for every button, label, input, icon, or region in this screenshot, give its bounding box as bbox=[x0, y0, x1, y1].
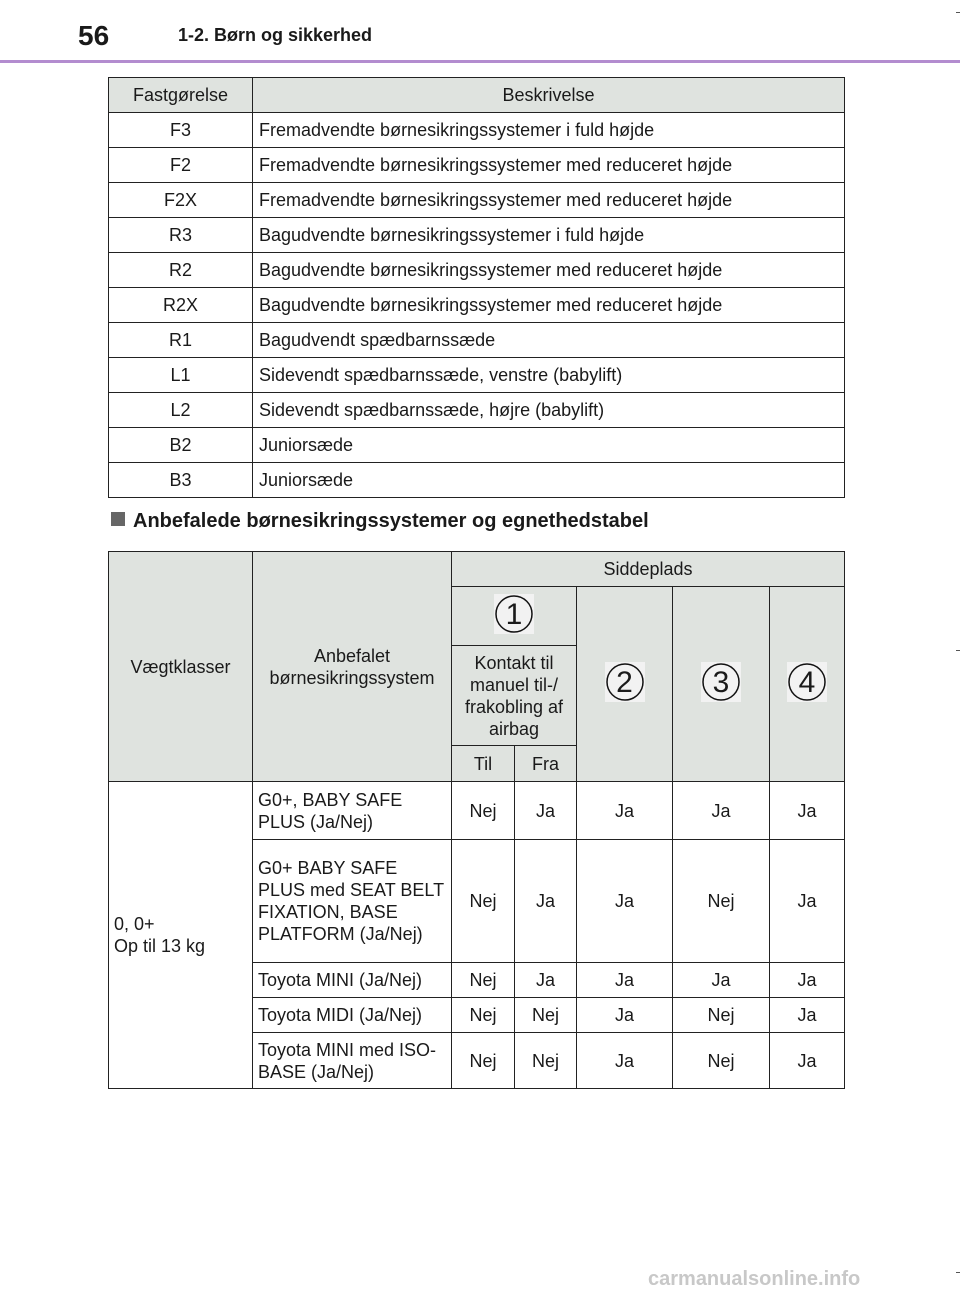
fixture-code: B3 bbox=[109, 463, 253, 498]
table-row bbox=[109, 183, 845, 218]
fixture-description: Juniorsæde bbox=[253, 428, 845, 463]
fixture-description: Juniorsæde bbox=[253, 463, 845, 498]
seat-4-value: Ja bbox=[770, 840, 845, 963]
seat-2-value: Ja bbox=[577, 840, 673, 963]
seat-4-value: Ja bbox=[770, 998, 845, 1033]
column-header-beskrivelse: Beskrivelse bbox=[253, 78, 845, 113]
fixture-description: Sidevendt spædbarnssæde, højre (babylift) bbox=[253, 393, 845, 428]
seat-4-value: Ja bbox=[770, 1033, 845, 1089]
seat-4-value: Ja bbox=[770, 782, 845, 840]
til-value: Nej bbox=[452, 840, 515, 963]
seat-2-icon: 2 bbox=[605, 662, 645, 702]
system-name: Toyota MINI (Ja/Nej) bbox=[253, 963, 452, 998]
seat-2-value: Ja bbox=[577, 1033, 673, 1089]
seat-4-icon: 4 bbox=[787, 662, 827, 702]
til-value: Nej bbox=[452, 998, 515, 1033]
fastgorelse-table bbox=[108, 77, 845, 498]
fixture-description: Fremadvendte børnesikringssystemer i fuld højde bbox=[253, 113, 845, 148]
seat-3-value: Nej bbox=[673, 840, 770, 963]
table-row bbox=[109, 253, 845, 288]
table-row bbox=[109, 148, 845, 183]
section-heading bbox=[111, 510, 649, 533]
fixture-description: Bagudvendt spædbarnssæde bbox=[253, 323, 845, 358]
fixture-code: F3 bbox=[109, 113, 253, 148]
seat-4-value: Ja bbox=[770, 963, 845, 998]
seat-3-value: Ja bbox=[673, 963, 770, 998]
page-number: 56 bbox=[78, 20, 110, 51]
weight-class-group: 0, 0+ bbox=[114, 914, 155, 934]
fixture-code: R1 bbox=[109, 323, 253, 358]
table-row bbox=[109, 782, 845, 840]
system-name: G0+ BABY SAFE PLUS med SEAT BELT FIXATION, BASE PLATFORM (Ja/Nej) bbox=[253, 840, 452, 963]
fixture-code: R3 bbox=[109, 218, 253, 253]
fixture-code: F2 bbox=[109, 148, 253, 183]
seat-3-value: Ja bbox=[673, 782, 770, 840]
column-header-fra: Fra bbox=[515, 746, 577, 782]
seat-2-value: Ja bbox=[577, 782, 673, 840]
weight-class-cell bbox=[109, 782, 253, 1089]
til-value: Nej bbox=[452, 963, 515, 998]
fixture-code: R2 bbox=[109, 253, 253, 288]
section-heading-text: Anbefalede børnesikringssystemer og egnethedstabel bbox=[133, 510, 649, 532]
table-row bbox=[109, 358, 845, 393]
header-divider bbox=[0, 60, 960, 63]
table-row bbox=[109, 113, 845, 148]
crop-mark bbox=[956, 650, 960, 651]
column-header-til: Til bbox=[452, 746, 515, 782]
table-header-row bbox=[109, 552, 845, 587]
weight-class-range: Op til 13 kg bbox=[114, 936, 206, 956]
watermark: carmanualsonline.info bbox=[648, 1268, 861, 1290]
system-name: Toyota MINI med ISO-BASE (Ja/Nej) bbox=[253, 1033, 452, 1089]
table-row bbox=[109, 288, 845, 323]
fixture-code: R2X bbox=[109, 288, 253, 323]
system-name: G0+, BABY SAFE PLUS (Ja/Nej) bbox=[253, 782, 452, 840]
table-row bbox=[109, 428, 845, 463]
seat-1-header bbox=[452, 587, 577, 646]
fixture-description: Bagudvendte børnesikringssystemer med reduceret højde bbox=[253, 288, 845, 323]
table-row bbox=[109, 323, 845, 358]
column-header-recommended-system: Anbefalet børnesikringssystem bbox=[253, 552, 452, 782]
column-header-fastgorelse: Fastgørelse bbox=[109, 78, 253, 113]
column-header-seat-position: Siddeplads bbox=[452, 552, 845, 587]
seat-3-icon: 3 bbox=[701, 662, 741, 702]
fra-value: Ja bbox=[515, 963, 577, 998]
column-header-weight-class: Vægtklasser bbox=[109, 552, 253, 782]
fixture-description: Fremadvendte børnesikringssystemer med reduceret højde bbox=[253, 183, 845, 218]
suitability-table bbox=[108, 551, 845, 1089]
fixture-description: Sidevendt spædbarnssæde, venstre (babylift) bbox=[253, 358, 845, 393]
crop-mark bbox=[956, 12, 960, 13]
square-bullet-icon bbox=[111, 512, 125, 526]
system-name: Toyota MIDI (Ja/Nej) bbox=[253, 998, 452, 1033]
fixture-description: Bagudvendte børnesikringssystemer i fuld højde bbox=[253, 218, 845, 253]
fra-value: Nej bbox=[515, 998, 577, 1033]
fra-value: Ja bbox=[515, 782, 577, 840]
table-row bbox=[109, 463, 845, 498]
fixture-description: Bagudvendte børnesikringssystemer med reduceret højde bbox=[253, 253, 845, 288]
table-row bbox=[109, 218, 845, 253]
seat-3-value: Nej bbox=[673, 1033, 770, 1089]
fra-value: Ja bbox=[515, 840, 577, 963]
til-value: Nej bbox=[452, 782, 515, 840]
seat-3-value: Nej bbox=[673, 998, 770, 1033]
section-title: 1-2. Børn og sikkerhed bbox=[178, 25, 373, 45]
table-header-row bbox=[109, 78, 845, 113]
seat-2-value: Ja bbox=[577, 998, 673, 1033]
airbag-switch-header: Kontakt til manuel til-/ frakobling af airbag bbox=[452, 646, 577, 746]
fixture-code: B2 bbox=[109, 428, 253, 463]
fixture-description: Fremadvendte børnesikringssystemer med reduceret højde bbox=[253, 148, 845, 183]
fra-value: Nej bbox=[515, 1033, 577, 1089]
fixture-code: L1 bbox=[109, 358, 253, 393]
seat-2-value: Ja bbox=[577, 963, 673, 998]
fixture-code: L2 bbox=[109, 393, 253, 428]
seat-4-header bbox=[770, 587, 845, 782]
til-value: Nej bbox=[452, 1033, 515, 1089]
crop-mark bbox=[956, 1272, 960, 1273]
seat-3-header bbox=[673, 587, 770, 782]
seat-1-icon: 1 bbox=[494, 594, 534, 634]
table-row bbox=[109, 393, 845, 428]
fixture-code: F2X bbox=[109, 183, 253, 218]
seat-2-header bbox=[577, 587, 673, 782]
